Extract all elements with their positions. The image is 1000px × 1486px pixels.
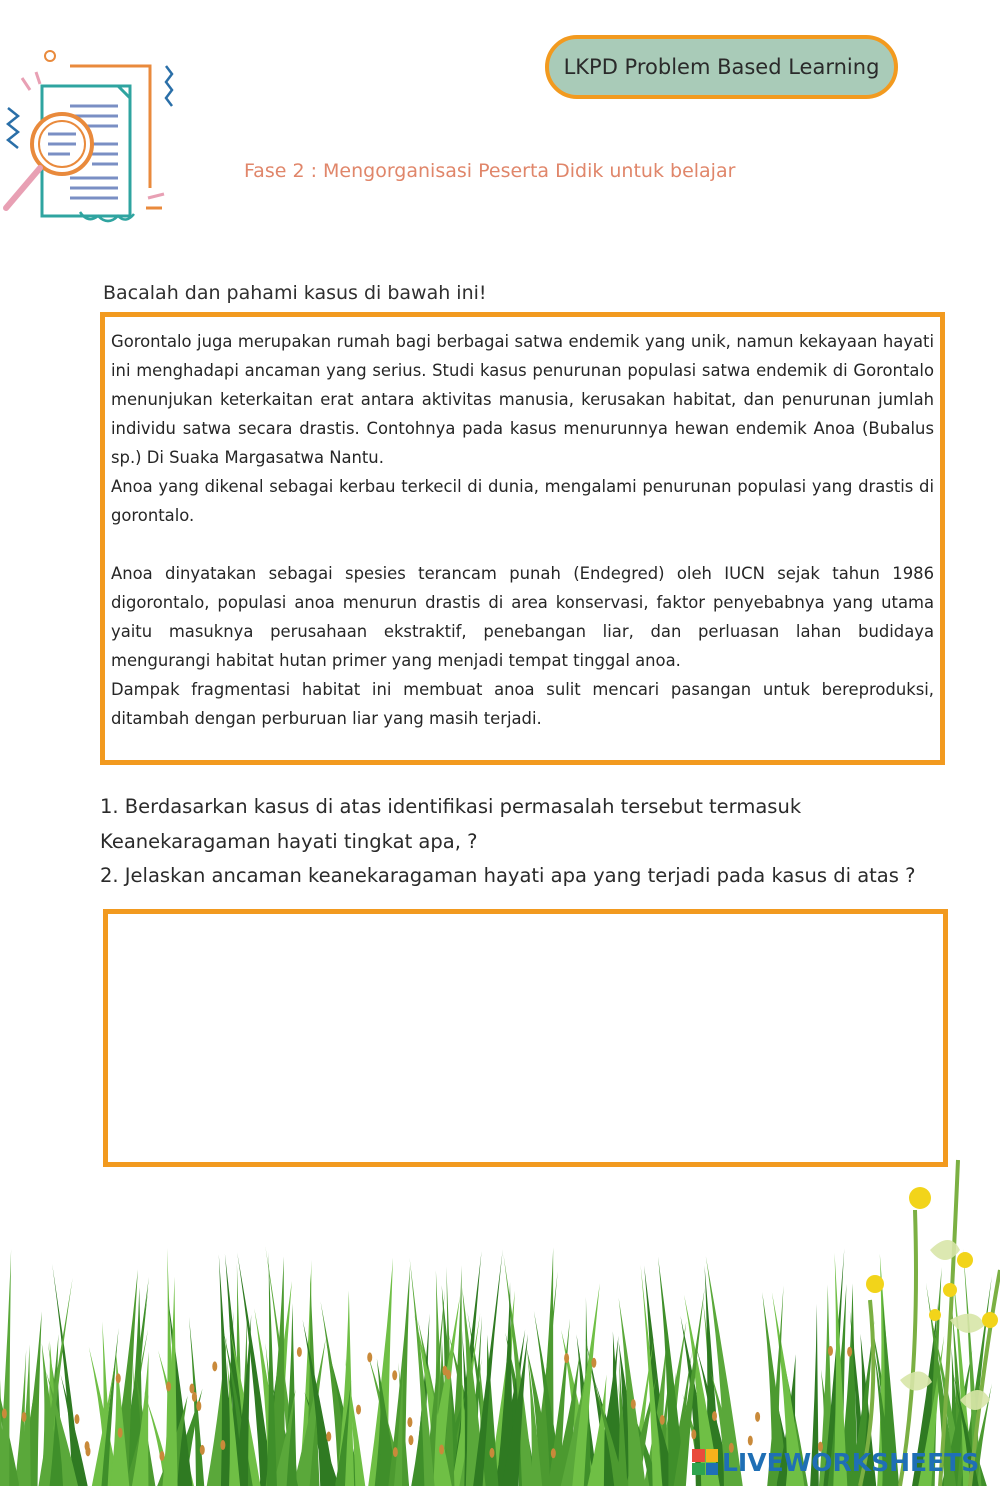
grass-seed	[116, 1373, 121, 1383]
grass-seed	[712, 1411, 717, 1421]
case-study-box	[100, 312, 945, 765]
grass-blade	[189, 1317, 204, 1486]
grass-seed	[564, 1353, 569, 1363]
grass-seed	[118, 1428, 123, 1438]
liveworksheets-logo-icon	[692, 1449, 718, 1475]
grass-seed	[691, 1429, 696, 1439]
badge-label: LKPD Problem Based Learning	[563, 55, 880, 79]
grass-seed	[489, 1448, 494, 1458]
grass-seed	[297, 1347, 302, 1357]
grass-seed	[439, 1445, 444, 1455]
grass-seed	[755, 1412, 760, 1422]
grass-flowers-icon	[0, 1150, 1000, 1486]
grass-seed	[220, 1440, 225, 1450]
watermark-text: LIVEWORKSHEETS	[722, 1447, 980, 1477]
grass-seed	[196, 1401, 201, 1411]
case-paragraph-3: Anoa dinyatakan sebagai spesies terancam punah (Endegred) oleh IUCN sejak tahun 1986 digorontalo, populasi anoa menurun drastis di area konservasi, faktor penyebabnya yang utama yaitu masuknya perusahaan ekstraktif, penebangan liar, dan perluasan lahan budidaya mengurangi habitat hutan primer yang menjadi tempat tinggal anoa.	[111, 564, 934, 670]
grass-seed	[21, 1412, 26, 1422]
liveworksheets-watermark	[692, 1442, 979, 1482]
question-2: 2. Jelaskan ancaman keanekaragaman hayati apa yang terjadi pada kasus di atas ?	[100, 864, 916, 887]
grass-seed	[392, 1370, 397, 1380]
grass-seed	[200, 1445, 205, 1455]
grass-seed	[367, 1352, 372, 1362]
grass-seed	[408, 1435, 413, 1445]
document-magnifier-icon	[0, 48, 180, 228]
grass-seed	[159, 1451, 164, 1461]
grass-seed	[212, 1361, 217, 1371]
grass-seed	[2, 1409, 7, 1419]
grass-seed	[631, 1399, 636, 1409]
grass-seed	[326, 1432, 331, 1442]
grass-seed	[442, 1366, 447, 1376]
grass-seed	[551, 1448, 556, 1458]
grass-seed	[356, 1405, 361, 1415]
answer-input-box[interactable]	[103, 909, 948, 1167]
grass-seed	[828, 1346, 833, 1356]
case-paragraph-1: Gorontalo juga merupakan rumah bagi berbagai satwa endemik yang unik, namun kekayaan hayati ini menghadapi ancaman yang serius. Studi kasus penurunan populasi satwa endemik di Gorontalo menunjukan keterkaitan erat antara aktivitas manusia, kerusakan habitat, dan penurunan jumlah individu satwa secara drastis. Contohnya pada kasus menurunnya hewan endemik Anoa (Bubalus sp.) Di Suaka Margasatwa Nantu.	[111, 332, 934, 467]
instruction-text: Bacalah dan pahami kasus di bawah ini!	[103, 282, 487, 304]
lkpd-badge	[545, 35, 898, 99]
question-list	[100, 790, 940, 894]
grass-seed	[847, 1347, 852, 1357]
question-1-line-1: 1. Berdasarkan kasus di atas identifikasi permasalah tersebut termasuk	[100, 795, 802, 818]
grass-seed	[192, 1392, 197, 1402]
grass-seed	[591, 1358, 596, 1368]
phase-title: Fase 2 : Mengorganisasi Peserta Didik untuk belajar	[244, 160, 736, 182]
grass-seed	[407, 1417, 412, 1427]
case-paragraph-4: Dampak fragmentasi habitat ini membuat anoa sulit mencari pasangan untuk bereproduksi, ditambah dengan perburuan liar yang masih terjadi.	[111, 680, 934, 728]
grass-seed	[166, 1381, 171, 1391]
grass-seed	[393, 1447, 398, 1457]
grass-seed	[74, 1414, 79, 1424]
grass-seed	[85, 1446, 90, 1456]
case-paragraph-2: Anoa yang dikenal sebagai kerbau terkecil di dunia, mengalami penurunan populasi yang drastis di gorontalo.	[111, 477, 934, 525]
question-1-line-2: Keanekaragaman hayati tingkat apa, ?	[100, 829, 478, 853]
grass-seed	[660, 1415, 665, 1425]
